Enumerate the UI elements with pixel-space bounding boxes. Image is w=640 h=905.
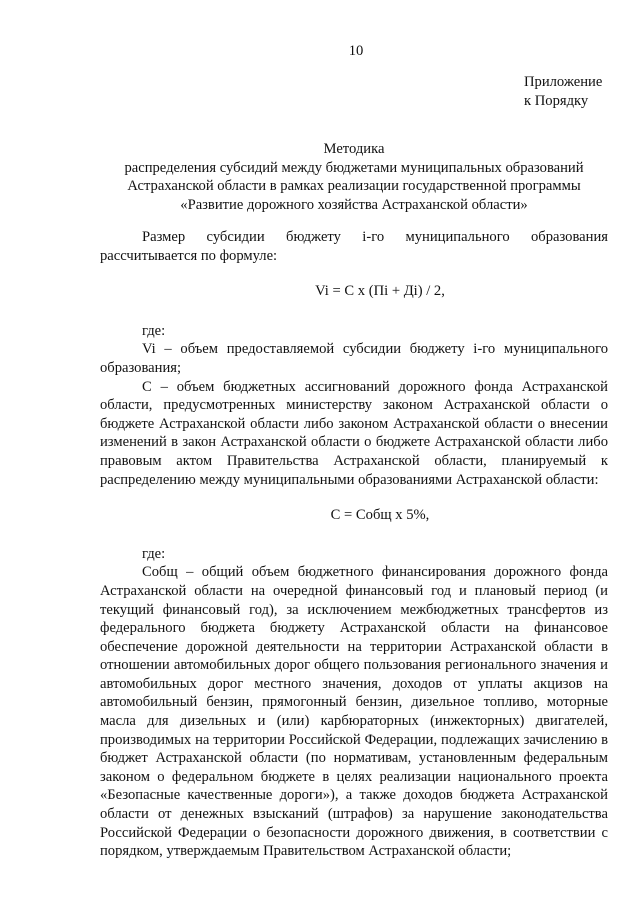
definition-cobsh: Cобщ – общий объем бюджетного финансирования дорожного фонда Астраханской области на очередной финансовый год и плановый период (и текущий финансовый год), за исключением межбюджетных трансфертов из федерального бюджета бюджету Астраханской области на финансовое обеспечение дорожной деятельности на территории Астраханской области в отношении автомобильных дорог общего пользования регионального значения и автомобильных дорог местного значения, доходов от уплаты акцизов на автомобильный бензин, прямогонный бензин, дизельное топливо, моторные масла для дизельных и (или) карбюраторных (инжекторных) двигателей, производимых на территории Российской Федерации, подлежащих зачислению в бюджет Астраханской области (по нормативам, установленным федеральным законом о федеральном бюджете в целях реализации национального проекта «Безопасные качественные дороги»), а также доходов бюджета Астраханской области от денежных взысканий (штрафов) за нарушение законодательства Российской Федерации о безопасности дорожного движения, в соответствии с порядком, утверждаемым Правительством Астраханской области; [100,564,608,860]
document-title [100,140,608,214]
appendix-line-1: Приложение [524,74,603,90]
document-body [100,228,608,861]
title-line-3: Астраханской области в рамках реализации государственной программы [127,178,581,195]
title-line-2: распределения субсидий между бюджетами муниципальных образований [124,159,584,176]
appendix-label [524,73,602,110]
intro-paragraph: Размер субсидии бюджету i-го муниципального образования рассчитывается по формуле: [100,229,608,264]
title-line-4: «Развитие дорожного хозяйства Астраханской области» [180,196,528,213]
where-label-2: где: [142,545,166,562]
definition-c: C – объем бюджетных ассигнований дорожного фонда Астраханской области, предусмотренных министерству законом Астраханской области о бюджете Астраханской области либо законом Астраханской области о внесении изменений в закон Астраханской области о бюджете Астраханской области либо правовым актом Правительства Астраханской области, планируемый к распределению между муниципальными образованиями Астраханской области: [100,378,608,488]
formula-subsidy: Vi = C x (Пi + Дi) / 2, [315,283,445,300]
appendix-line-2: к Порядку [524,92,589,109]
page-number: 10 [348,43,364,59]
where-label: где: [142,322,166,339]
formula-c: C = Cобщ x 5%, [330,507,430,524]
definition-vi: Vi – объем предоставляемой субсидии бюджету i-го муниципального образования; [100,341,608,376]
title-line-1: Методика [323,141,385,157]
